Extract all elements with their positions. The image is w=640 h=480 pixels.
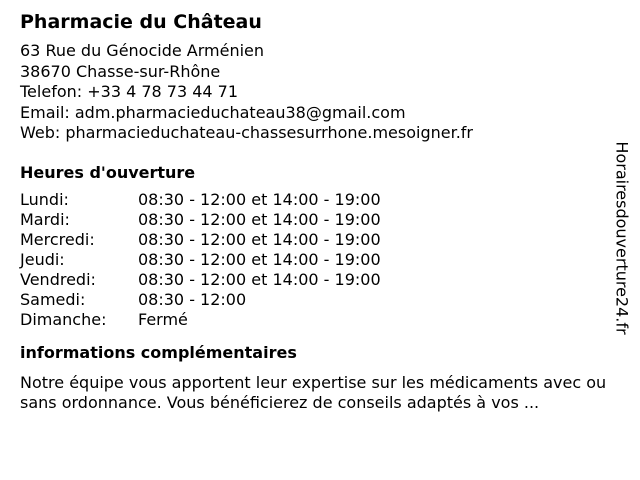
- hours-row-thursday: [20, 250, 381, 270]
- day-hours: 08:30 - 12:00: [138, 289, 247, 309]
- pharmacy-card: [20, 9, 610, 414]
- hours-row-wednesday: [20, 230, 381, 250]
- day-label: Mercredi:: [20, 229, 95, 249]
- opening-hours-heading: Heures d'ouverture: [20, 162, 196, 182]
- day-label: Samedi:: [20, 289, 86, 309]
- opening-hours-table: [20, 190, 381, 330]
- hours-row-saturday: [20, 290, 381, 310]
- site-watermark: Horairesdouverture24.fr: [612, 141, 632, 335]
- web-line: Web: pharmacieduchateau-chassesurrhone.mesoigner.fr: [20, 123, 473, 142]
- day-hours: 08:30 - 12:00 et 14:00 - 19:00: [138, 229, 381, 249]
- hours-row-monday: [20, 190, 381, 210]
- address-line-street: 63 Rue du Génocide Arménien: [20, 41, 265, 60]
- day-hours: 08:30 - 12:00 et 14:00 - 19:00: [138, 209, 381, 229]
- hours-row-sunday: [20, 310, 381, 330]
- email-line: Email: adm.pharmacieduchateau38@gmail.com: [20, 102, 406, 122]
- address-line-city: 38670 Chasse-sur-Rhône: [20, 61, 221, 81]
- day-label: Dimanche:: [20, 309, 107, 329]
- additional-info-text: Notre équipe vous apportent leur expertise sur les médicaments avec ou sans ordonnance. Vous bénéficierez de conseils adaptés à vos ...: [20, 372, 607, 412]
- additional-info-heading: informations complémentaires: [20, 342, 297, 362]
- hours-row-tuesday: [20, 210, 381, 230]
- day-label: Mardi:: [20, 209, 70, 229]
- day-hours: 08:30 - 12:00 et 14:00 - 19:00: [138, 269, 381, 289]
- day-hours: 08:30 - 12:00 et 14:00 - 19:00: [138, 249, 381, 269]
- day-hours: Fermé: [138, 309, 188, 329]
- day-label: Lundi:: [20, 189, 69, 209]
- day-label: Jeudi:: [20, 249, 65, 269]
- pharmacy-name: Pharmacie du Château: [20, 11, 262, 33]
- hours-row-friday: [20, 270, 381, 290]
- day-hours: 08:30 - 12:00 et 14:00 - 19:00: [138, 189, 381, 209]
- day-label: Vendredi:: [20, 269, 96, 289]
- phone-line: Telefon: +33 4 78 73 44 71: [20, 82, 239, 101]
